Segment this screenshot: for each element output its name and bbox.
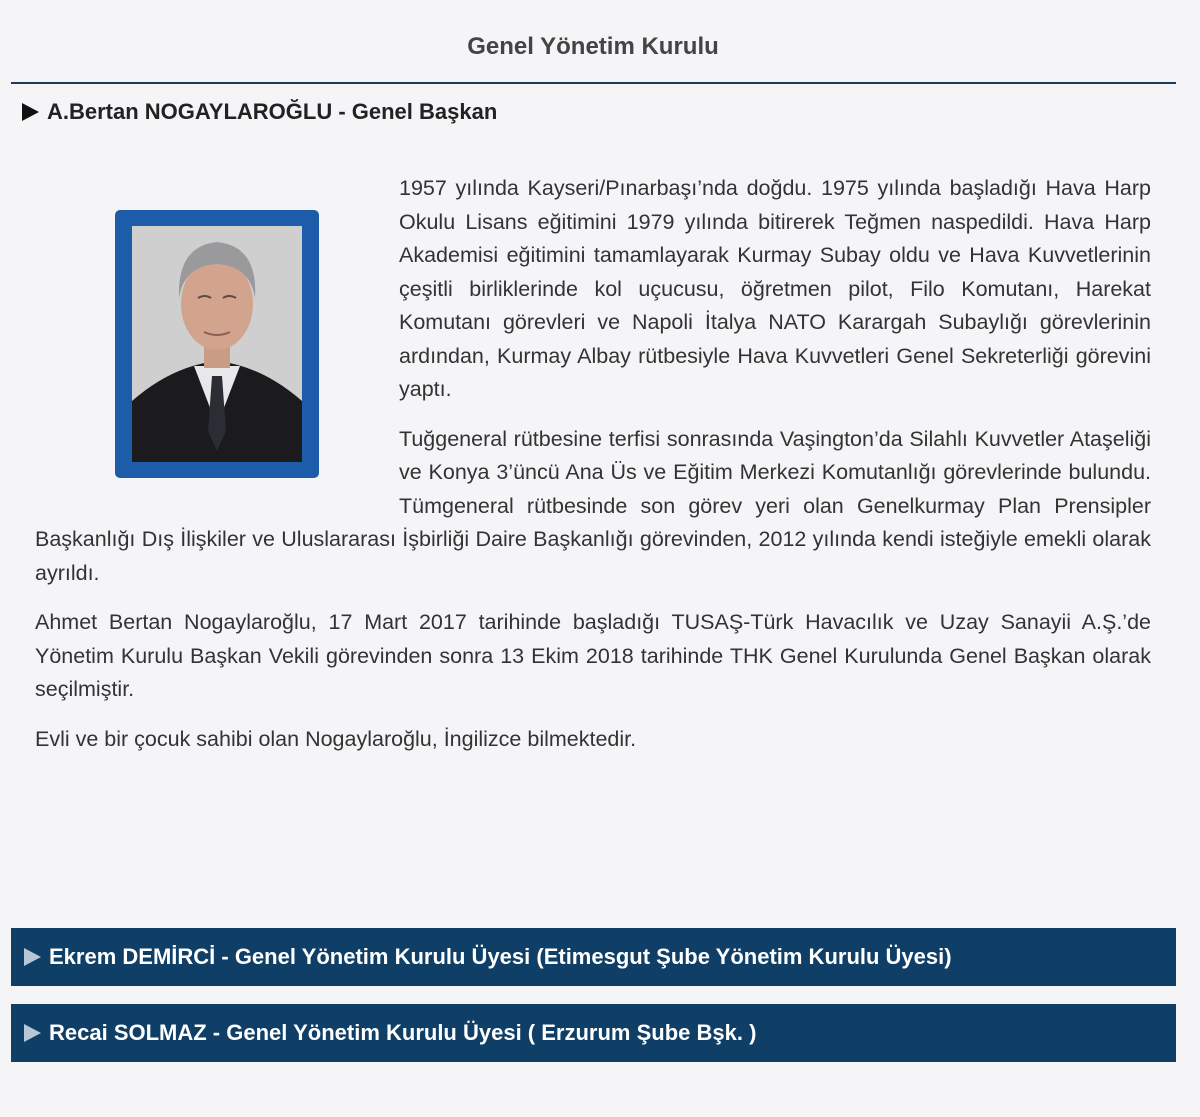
member-header-label: Recai SOLMAZ - Genel Yönetim Kurulu Üyesi ( Erzurum Şube Bşk. ) [49,1020,757,1045]
bio-paragraph: 1957 yılında Kayseri/Pınarbaşı’nda doğdu. 1975 yılında başladığı Hava Harp Okulu Lisans eğitimini 1979 yılında bitirerek Teğmen naspedildi. Hava Harp Akademisi eğitimini tamamlayarak Kurmay Subay oldu ve Hava Kuvvetlerinin çeşitli birliklerinde kol uçucusu, öğretmen pilot, Filo Komutanı, Harekat Komutanı görevleri ve Napoli İtalya NATO Karargah Subaylığı görevlerinin ardından, Kurmay Albay rütbesiyle Hava Kuvvetleri Genel Sekreterliği görevini yaptı. [399,176,1151,401]
member-bio [35,172,1151,772]
page-title: Genel Yönetim Kurulu [467,33,719,60]
member-header-label: A.Bertan NOGAYLAROĞLU - Genel Başkan [47,99,498,124]
bio-paragraph: Ahmet Bertan Nogaylaroğlu, 17 Mart 2017 tarihinde başladığı TUSAŞ-Türk Havacılık ve Uzay Sanayii A.Ş.’de Yönetim Kurulu Başkan Vekili görevinden sonra 13 Ekim 2018 tarihinde THK Genel Kurulunda Genel Başkan olarak seçilmiştir. [35,610,1151,701]
portrait-frame [115,210,319,478]
member-header-recai-solmaz[interactable] [11,1004,1176,1062]
title-divider [11,82,1176,84]
member-header-president[interactable] [22,96,497,128]
member-header-ekrem-demirci[interactable] [11,928,1176,986]
portrait-photo [132,226,302,462]
triangle-right-icon [24,1024,41,1042]
member-header-label: Ekrem DEMİRCİ - Genel Yönetim Kurulu Üyesi (Etimesgut Şube Yönetim Kurulu Üyesi) [49,944,952,969]
bio-paragraph: Evli ve bir çocuk sahibi olan Nogaylaroğlu, İngilizce bilmektedir. [35,726,637,751]
portrait-illustration [132,226,302,462]
bio-paragraph: Tuğgeneral rütbesine terfisi sonrasında Vaşington’da Silahlı Kuvvetler Ataşeliği ve Konya 3’üncü Ana Üs ve Eğitim Merkezi Komutanlığı görevlerinde bulundu. Tümgeneral rütbesinde son görev yeri olan Genelkurmay Plan Prensipler Başkanlığı Dış İlişkiler ve Uluslararası İşbirliği Daire Başkanlığı görevinden, 2012 yılında kendi isteğiyle emekli olarak ayrıldı. [35,426,1151,585]
triangle-right-icon [22,103,39,121]
triangle-right-icon [24,948,41,966]
